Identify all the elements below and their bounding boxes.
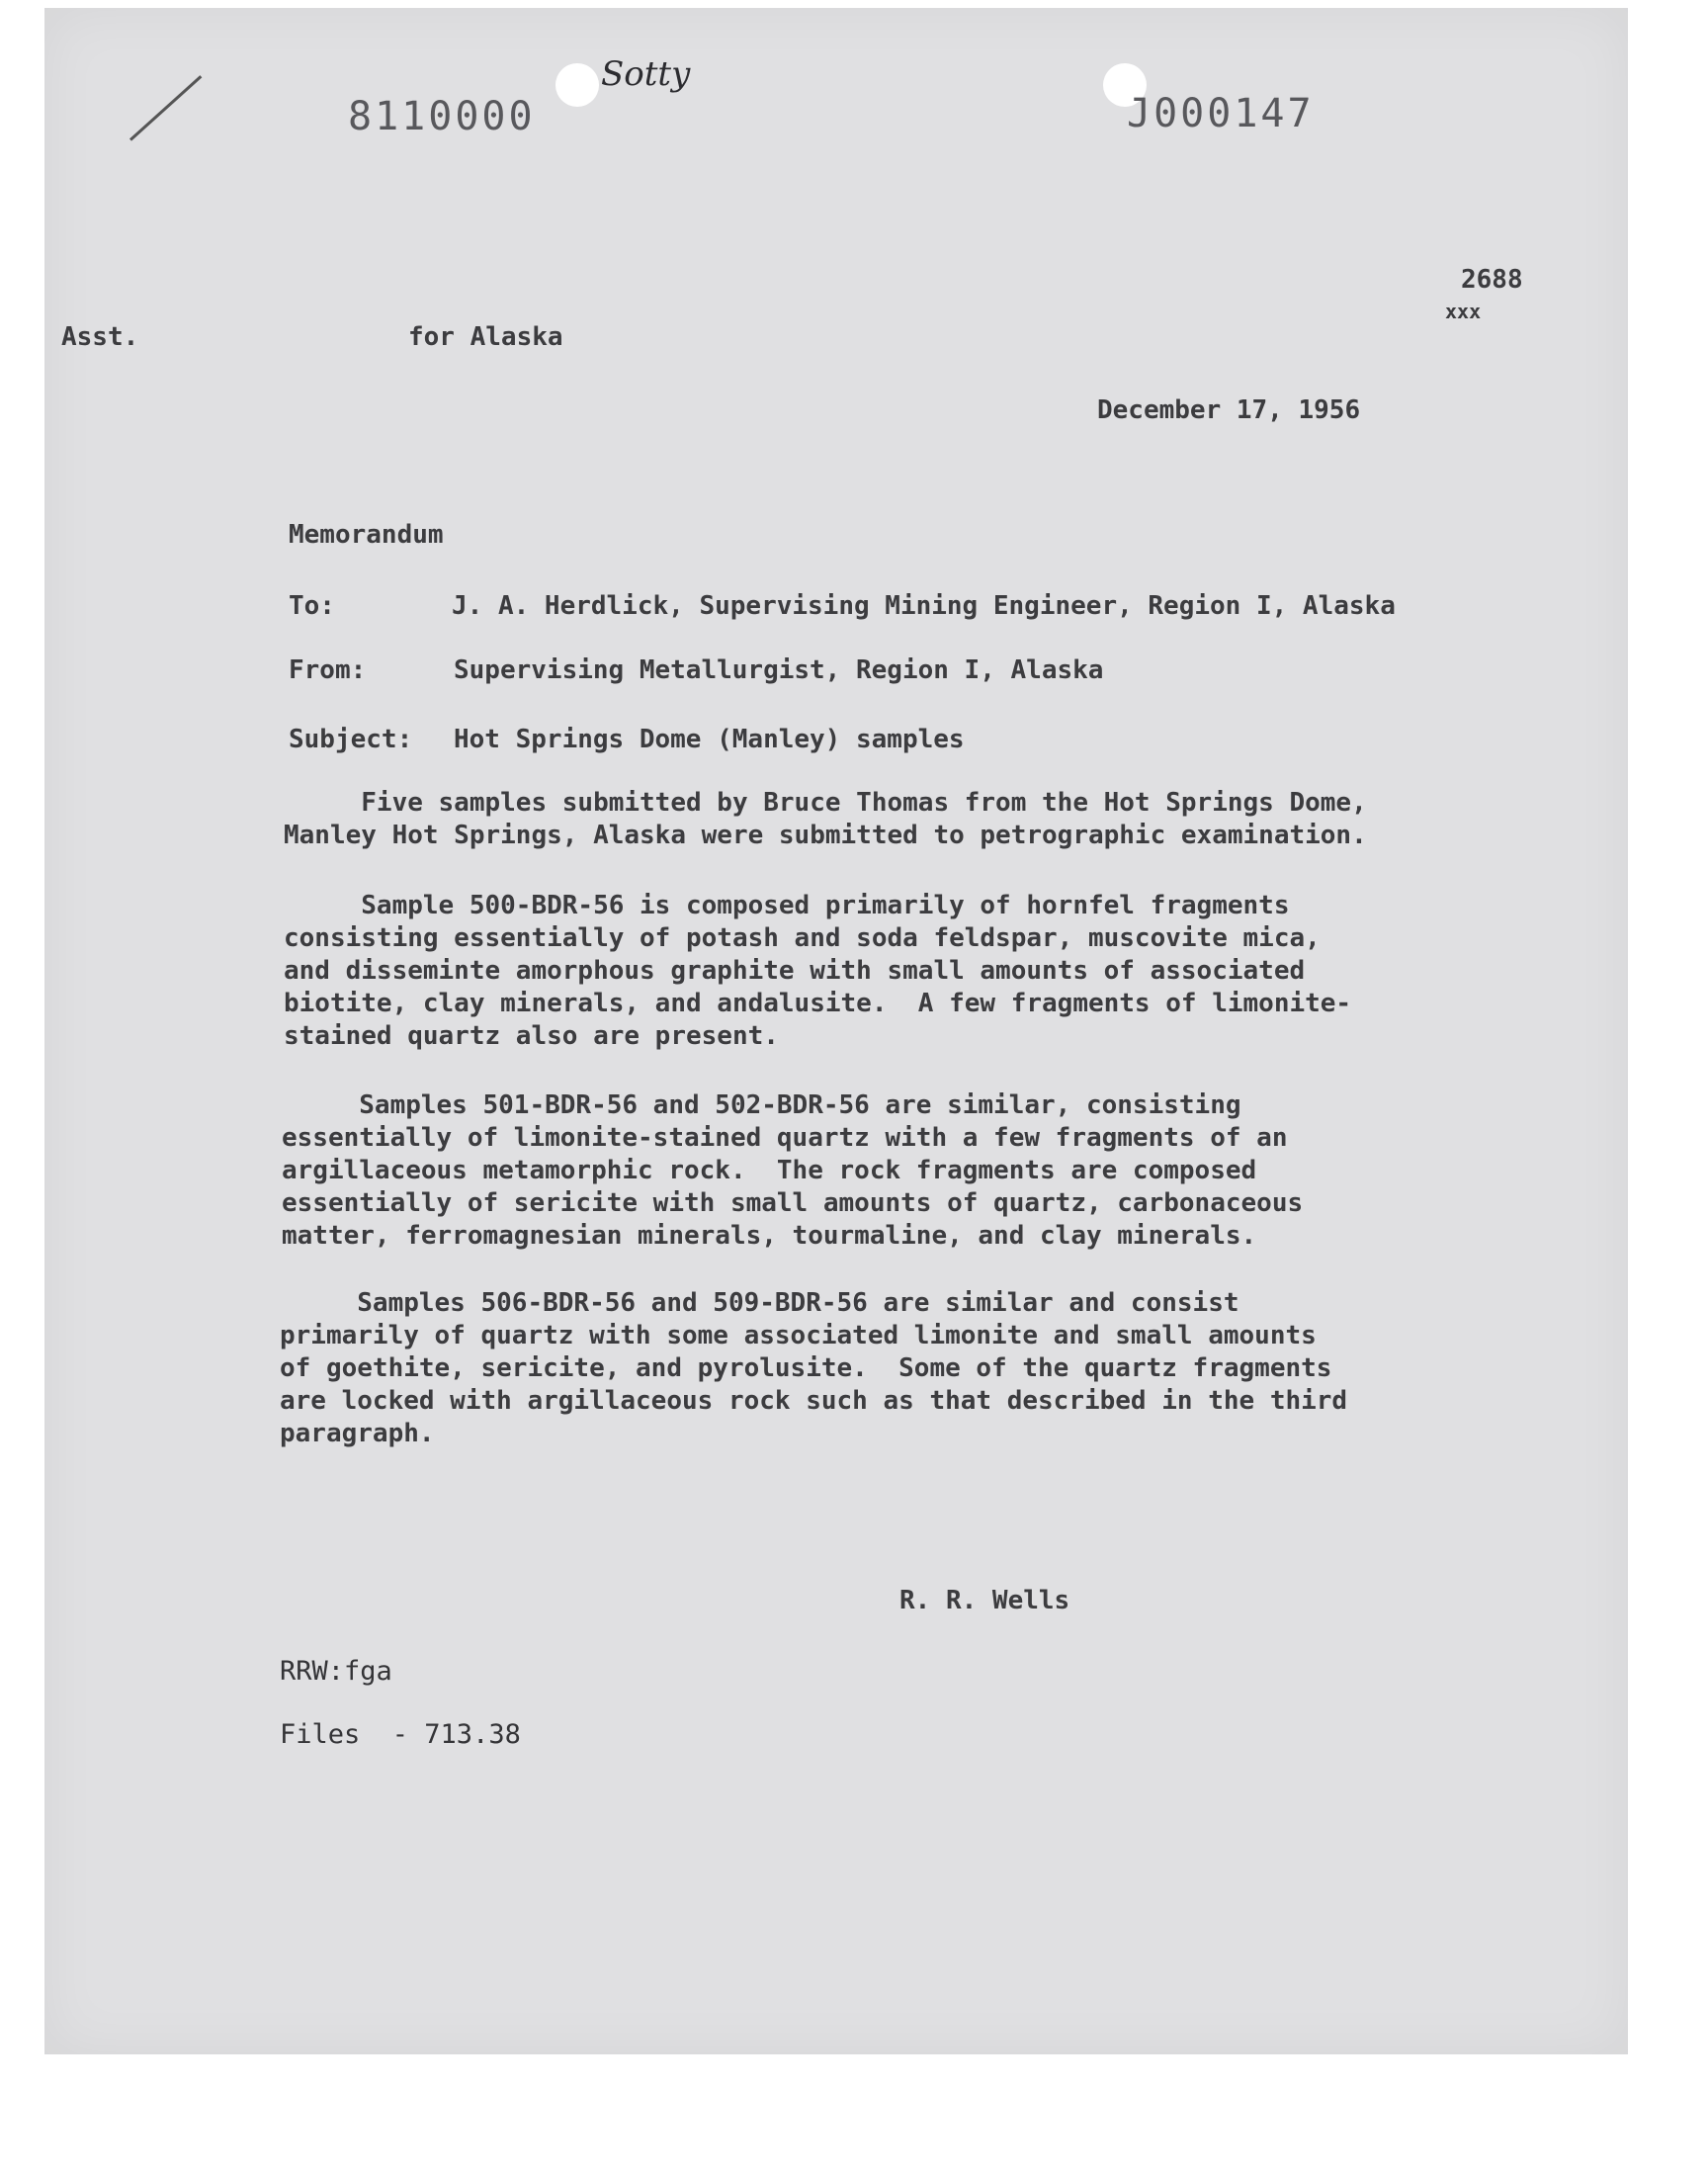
from-label: From:	[289, 655, 367, 685]
paragraph-line: Manley Hot Springs, Alaska were submitted to petrographic examination.	[284, 821, 1367, 850]
stamp-number-left: 8110000	[348, 94, 536, 139]
paragraph-line: Samples 501-BDR-56 and 502-BDR-56 are similar, consisting	[282, 1090, 1241, 1120]
reference-mark: xxx	[1445, 300, 1482, 323]
typist-initials: RRW:fga	[280, 1656, 392, 1687]
subject-label: Subject:	[289, 725, 413, 754]
paragraph-line: Samples 506-BDR-56 and 509-BDR-56 are similar and consist	[280, 1288, 1239, 1318]
memo-date: December 17, 1956	[1097, 395, 1361, 425]
for-alaska-label: for Alaska	[408, 322, 563, 352]
file-reference: Files - 713.38	[280, 1719, 521, 1750]
asst-label: Asst.	[61, 322, 139, 352]
paragraph-line: essentially of limonite-stained quartz with a few fragments of an	[282, 1123, 1288, 1153]
memo-type: Memorandum	[289, 520, 444, 550]
signature-name: R. R. Wells	[899, 1586, 1070, 1615]
paragraph-4	[280, 1287, 1347, 1450]
paragraph-line: matter, ferromagnesian minerals, tourmaline, and clay minerals.	[282, 1221, 1257, 1251]
paragraph-line: stained quartz also are present.	[284, 1021, 779, 1051]
paragraph-line: of goethite, sericite, and pyrolusite. Some of the quartz fragments	[280, 1353, 1332, 1383]
paragraph-3	[282, 1089, 1303, 1253]
paragraph-line: Sample 500-BDR-56 is composed primarily of hornfel fragments	[284, 891, 1290, 920]
paragraph-line: are locked with argillaceous rock such as that described in the third	[280, 1386, 1348, 1416]
paragraph-line: argillaceous metamorphic rock. The rock fragments are composed	[282, 1156, 1257, 1185]
stamp-number-right: J000147	[1127, 91, 1315, 136]
reference-number: 2688	[1461, 265, 1523, 295]
handwritten-annotation: Sotty	[601, 54, 691, 94]
paragraph-line: essentially of sericite with small amounts of quartz, carbonaceous	[282, 1188, 1304, 1218]
paragraph-line: and disseminte amorphous graphite with small amounts of associated	[284, 956, 1306, 986]
paragraph-line: Five samples submitted by Bruce Thomas from the Hot Springs Dome,	[284, 788, 1367, 818]
paragraph-2	[284, 890, 1351, 1053]
paragraph-line: consisting essentially of potash and soda feldspar, muscovite mica,	[284, 923, 1321, 953]
paragraph-line: biotite, clay minerals, and andalusite. A few fragments of limonite-	[284, 989, 1352, 1018]
to-label: To:	[289, 591, 335, 621]
punch-hole	[555, 63, 599, 107]
to-value: J. A. Herdlick, Supervising Mining Engineer, Region I, Alaska	[452, 591, 1396, 621]
paragraph-line: paragraph.	[280, 1419, 435, 1448]
paragraph-line: primarily of quartz with some associated limonite and small amounts	[280, 1321, 1317, 1350]
from-value: Supervising Metallurgist, Region I, Alaska	[454, 655, 1104, 685]
paragraph-1	[284, 787, 1367, 852]
subject-value: Hot Springs Dome (Manley) samples	[454, 725, 965, 754]
